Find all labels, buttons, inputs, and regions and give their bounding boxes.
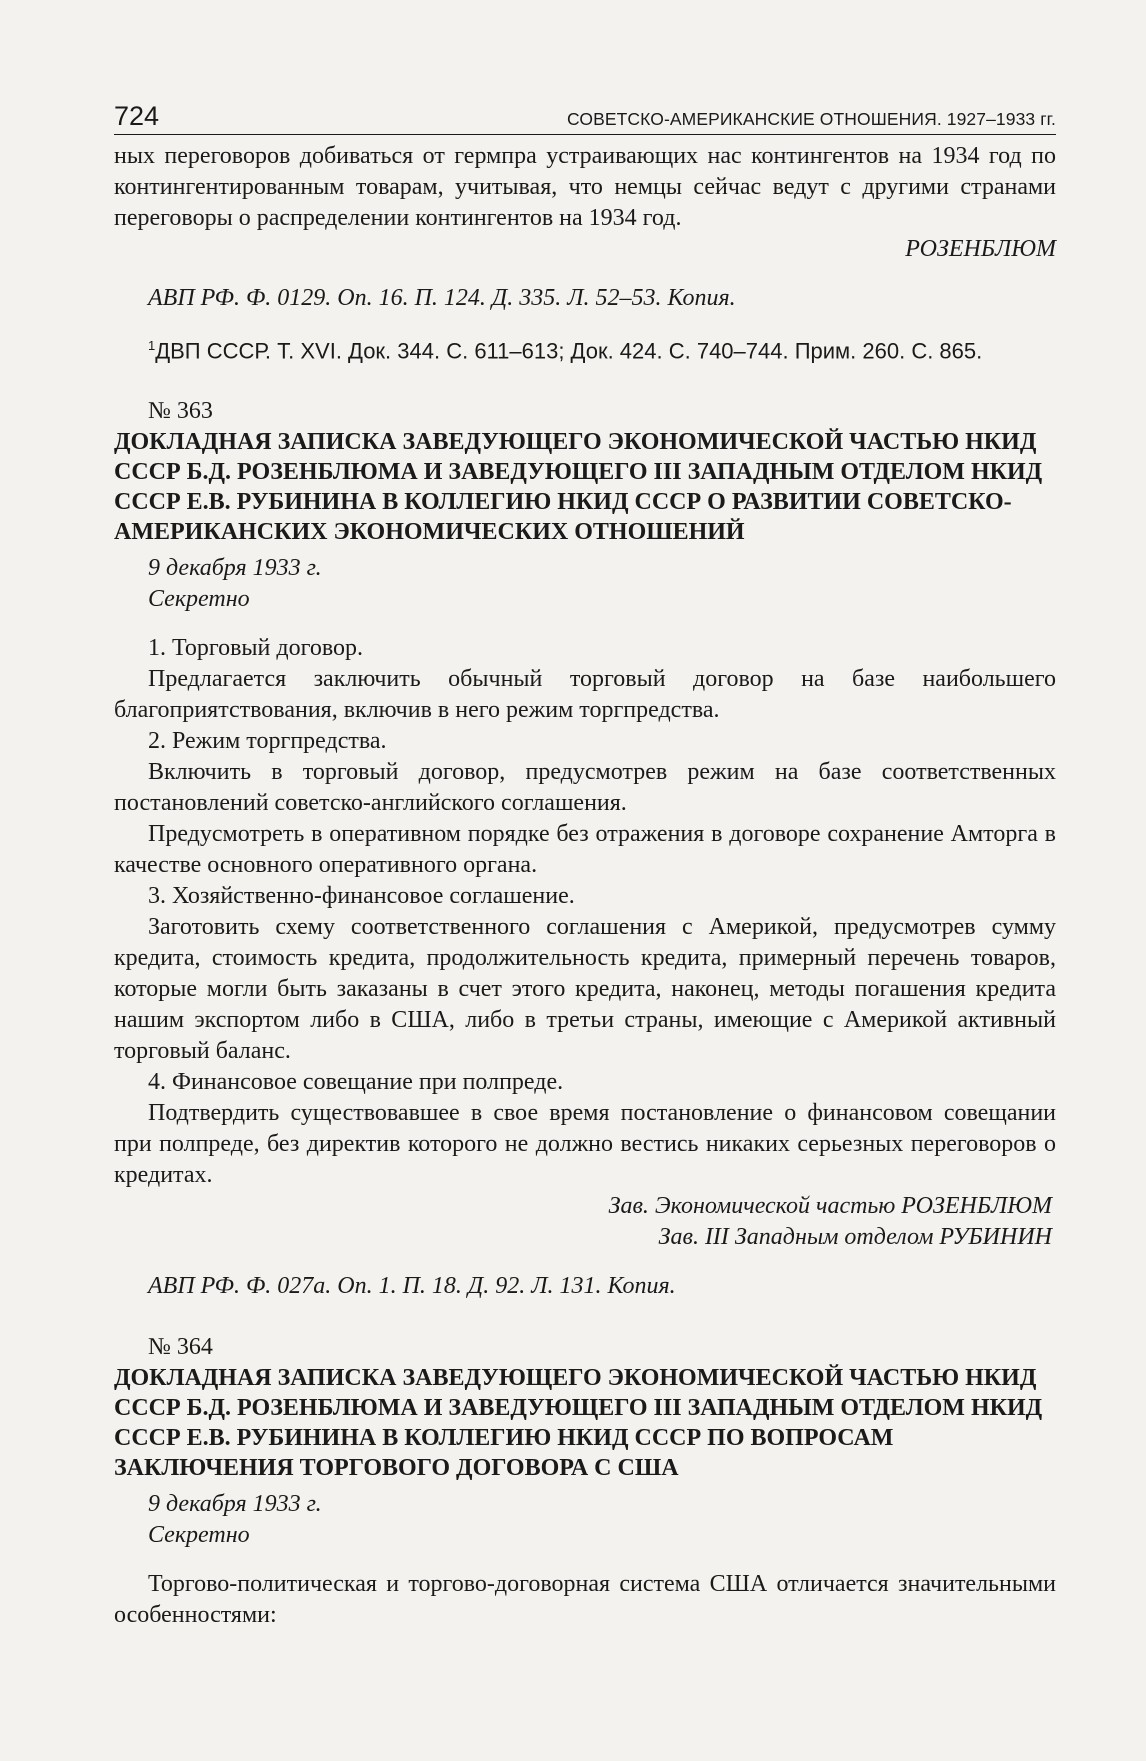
intro-citation: АВП РФ. Ф. 0129. Оп. 16. П. 124. Д. 335. Л. 52–53. Копия. xyxy=(148,285,736,311)
doc363-signature-2: Зав. III Западным отделом РУБИНИН xyxy=(658,1224,1052,1251)
doc363-classification: Секретно xyxy=(148,586,250,613)
doc364-paragraph: Торгово-политическая и торгово-договорная система США отличается значительными особенностями: xyxy=(114,1571,1056,1629)
doc363-paragraph: 3. Хозяйственно-финансовое соглашение. xyxy=(148,883,575,910)
page-body xyxy=(114,141,1056,1631)
doc364-number: № 364 xyxy=(148,1334,213,1361)
doc363-paragraph: Включить в торговый договор, предусмотрев режим на базе соответственных постановлений советско-английского соглашения. xyxy=(114,759,1056,817)
intro-paragraph: ных переговоров добиваться от гермпра устраивающих нас контингентов на 1934 год по контингентированным товарам, учитывая, что немцы сейчас ведут с другими странами переговоры о распределении контингентов на 1934 год. xyxy=(114,143,1056,231)
doc363-citation: АВП РФ. Ф. 027а. Оп. 1. П. 18. Д. 92. Л. 131. Копия. xyxy=(148,1273,676,1300)
page-header xyxy=(114,96,1056,135)
doc364-title: ДОКЛАДНАЯ ЗАПИСКА ЗАВЕДУЮЩЕГО ЭКОНОМИЧЕСКОЙ ЧАСТЬЮ НКИД СССР Б.Д. РОЗЕНБЛЮМА И ЗАВЕДУЮЩЕГО III ЗАПАДНЫМ ОТДЕЛОМ НКИД СССР Е.В. РУБИНИНА В КОЛЛЕГИЮ НКИД СССР ПО ВОПРОСАМ ЗАКЛЮЧЕНИЯ ТОРГОВОГО ДОГОВОРА С США xyxy=(114,1365,1043,1482)
doc363-paragraph: 1. Торговый договор. xyxy=(148,635,364,662)
doc363-title: ДОКЛАДНАЯ ЗАПИСКА ЗАВЕДУЮЩЕГО ЭКОНОМИЧЕСКОЙ ЧАСТЬЮ НКИД СССР Б.Д. РОЗЕНБЛЮМА И ЗАВЕДУЮЩЕГО III ЗАПАДНЫМ ОТДЕЛОМ НКИД СССР Е.В. РУБИНИНА В КОЛЛЕГИЮ НКИД СССР О РАЗВИТИИ СОВЕТСКО-АМЕРИКАНСКИХ ЭКОНОМИЧЕСКИХ ОТНОШЕНИЙ xyxy=(114,429,1043,546)
footnote-text: ДВП СССР. Т. XVI. Док. 344. С. 611–613; Док. 424. С. 740–744. Прим. 260. С. 865. xyxy=(155,338,983,364)
doc364-classification: Секретно xyxy=(148,1522,250,1549)
doc363-date: 9 декабря 1933 г. xyxy=(148,555,322,582)
doc363-paragraph: 4. Финансовое совещание при полпреде. xyxy=(148,1069,564,1096)
doc363-paragraph: 2. Режим торгпредства. xyxy=(148,728,387,755)
running-title: СОВЕТСКО-АМЕРИКАНСКИЕ ОТНОШЕНИЯ. 1927–1933 гг. xyxy=(567,109,1056,129)
intro-signature: РОЗЕНБЛЮМ xyxy=(905,236,1056,262)
doc363-paragraph: Предлагается заключить обычный торговый договор на базе наибольшего благоприятствования, включив в него режим торгпредства. xyxy=(114,666,1056,724)
page-number: 724 xyxy=(114,101,160,131)
doc363-paragraph: Предусмотреть в оперативном порядке без отражения в договоре сохранение Амторга в качестве основного оперативного органа. xyxy=(114,821,1056,879)
book-page xyxy=(114,96,1056,1631)
doc363-number: № 363 xyxy=(148,398,213,425)
doc363-paragraph: Подтвердить существовавшее в свое время постановление о финансовом совещании при полпреде, без директив которого не должно вестись никаких серьезных переговоров о кредитах. xyxy=(114,1100,1056,1189)
footnote xyxy=(148,330,1056,366)
doc363-signature-1: Зав. Экономической частью РОЗЕНБЛЮМ xyxy=(608,1193,1052,1220)
footnote-mark: 1 xyxy=(148,338,156,353)
doc364-date: 9 декабря 1933 г. xyxy=(148,1491,322,1518)
doc363-paragraph: Заготовить схему соответственного соглашения с Америкой, предусмотрев сумму кредита, стоимость кредита, продолжительность кредита, примерный перечень товаров, которые могли быть заказаны в счет этого кредита, наконец, методы погашения кредита нашим экспортом либо в США, либо в третьи страны, имеющие с Америкой активный торговый баланс. xyxy=(114,914,1056,1065)
